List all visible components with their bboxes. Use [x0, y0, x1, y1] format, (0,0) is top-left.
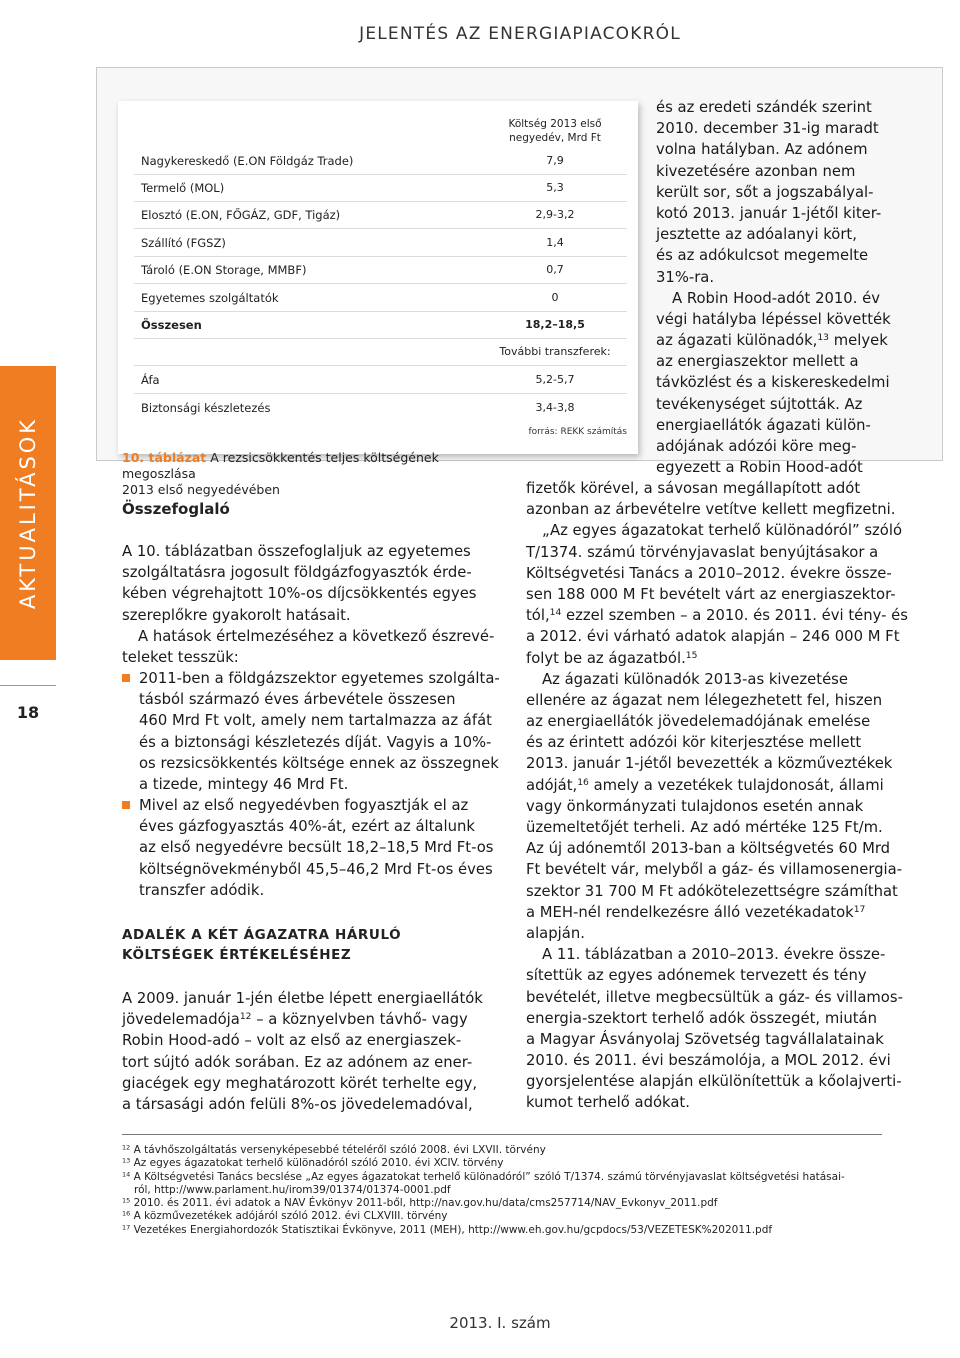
table-source: forrás: REKK számítás — [528, 427, 627, 437]
table-row-value: 7,9 — [546, 154, 564, 167]
left-paragraph-2: A 2009. január 1-jén életbe lépett energiaellátók jövedelemadója$^{12}$ – a köznyelvben távhő- vagy Robin Hood-adó – volt az első az energiaszek- tort sújtó adók sorában. Ez az adónem az ener- giacégek egy meghatározott körét terhelte egy, a társasági adón felüli 8%-os jövedelemadóval, — [122, 990, 483, 1113]
table-row-value: 3,4-3,8 — [535, 401, 575, 414]
left-intro: A 10. táblázatban összefoglaljuk az egyetemes szolgáltatásra jogosult földgázfogyasztók érde- kében végrehajtott 10%-os díjcsökkentés egyes szereplőkre gyakorolt hatásait. A hatások értelmezéséhez a következő észrevé- teleket tesszük: — [122, 543, 495, 666]
table-row-divider — [134, 201, 627, 202]
footnote: $^{17}$ Vezetékes Energiahordozók Statisztikai Évkönyve, 2011 (MEH), http://www.eh.gov.hu/gcpdocs/53/VEZETESK%202011.pdf — [122, 1223, 773, 1236]
page-number: 18 — [16, 703, 40, 722]
table-subheader: További transzferek: — [499, 345, 611, 358]
table-row-divider — [134, 393, 627, 394]
table-row-label: Egyetemes szolgáltatók — [141, 291, 279, 305]
table-row-label: Tároló (E.ON Storage, MMBF) — [141, 263, 307, 277]
footnote-continuation: ról, http://www.parlament.hu/irom39/01374/01374-0001.pdf — [134, 1183, 451, 1196]
bullet-marker — [122, 801, 130, 809]
table-total-value: 18,2–18,5 — [525, 318, 585, 331]
bullet-marker — [122, 674, 130, 682]
table-row-label: Termelő (MOL) — [141, 181, 225, 195]
table-row-label: Biztonsági készletezés — [141, 401, 271, 415]
sidebar-divider — [0, 685, 56, 686]
table-caption-number: 10. táblázat — [122, 450, 207, 465]
footnote: $^{13}$ Az egyes ágazatokat terhelő különadóról szóló 2010. évi XCIV. törvény — [122, 1156, 504, 1170]
section-heading-2: ADALÉK A KÉT ÁGAZATRA HÁRULÓ KÖLTSÉGEK ÉRTÉKELÉSÉHEZ — [122, 927, 402, 963]
table-row-divider — [134, 283, 627, 284]
footnote: $^{14}$ A Költségvetési Tanács becslése „Az egyes ágazatokat terhelő különadóról” szóló T/1374. számú törvényjavaslat költségvetési hatásai- — [122, 1170, 845, 1183]
table-row-value: 2,9-3,2 — [535, 208, 575, 221]
table-row-label: Elosztó (E.ON, FŐGÁZ, GDF, Tigáz) — [141, 208, 341, 222]
table-row-value: 0 — [551, 291, 559, 304]
bullet-item: 2011-ben a földgázszektor egyetemes szolgálta- tásból származó éves árbevétele összesen 460 Mrd Ft volt, amely nem tartalmazza az áfát és a biztonsági készletezés díját. Vagyis a 10%- os rezsicsökkentés költsége ennek az összegnek a tizede, mintegy 46 Mrd Ft. — [122, 668, 500, 795]
footnote: $^{12}$ A távhőszolgáltatás versenyképesebbé tételéről szóló 2008. évi LXVII. törvény — [122, 1143, 546, 1156]
footnotes — [122, 1144, 845, 1237]
table-row-value: 1,4 — [546, 236, 564, 249]
table-row-label: Szállító (FGSZ) — [141, 236, 226, 250]
table-row-divider — [134, 228, 627, 229]
section-tab — [0, 366, 56, 660]
table-total-label: Összesen — [141, 318, 202, 332]
table-caption: 10. táblázat A rezsicsökkentés teljes költségének megoszlása 2013 első negyedévében — [122, 450, 439, 497]
right-column-bottom: fizetők körével, a sávosan megállapított adót azonban az árbevételre vetítve kellett megfizetni. „Az egyes ágazatokat terhelő különadóról” szóló T/1374. számú törvényjavaslat benyújtásakor a Költségvetési Tanács a 2010–2012. évekre össze- sen 188 000 M Ft bevételt várt az energiaszektor- tól,$^{14}$ ezzel szemben – a 2010. és 2011. évi tény- és a 2012. évi várható adatok alapján – 246 000 M Ft folyt be az ágazatból.$^{15}$ Az ágazati különadók 2013-as kivezetése ellenére az ágazat nem lélegezhetett fel, hiszen az energiaellátók jövedelemadójának emelése és az érintett adózói kör kiterjesztése mellett 2013. január 1-jétől bevezették a közműveztékek adóját,$^{16}$ amely a vezetékek tulajdonosát, állami vagy önkormányzati tulajdonos esetén annak üzemeltetőjét terheli. Az adó mértéke 125 Ft/m. Az új adónemtől 2013-ban a költségvetés 60 Mrd Ft bevételt vár, melyből a gáz- és villamosenergia- szektor 31 700 M Ft adókötelezettségre számíthat a MEH-nél rendelkezésre álló vezetékadatok$^{17}$ alapján. A 11. táblázatban a 2010–2013. évekre össze- sítettük az egyes adónemek tervezett és tény bevételét, illetve megbecsültük a gáz- és villamos- energia-szektort terhelő adók összegét, miután a Magyar Ásványolaj Szövetség tagvállalatainak 2010. és 2011. évi beszámolója, a MOL 2012. évi gyorsjelentése alapján elkülönítettük a kőolajverti- kumot terhelő adókat. — [526, 480, 908, 1112]
table-row-divider — [134, 256, 627, 257]
section-heading: Összefoglaló — [122, 500, 230, 518]
header-title: JELENTÉS AZ ENERGIAPIACOKRÓL — [359, 24, 681, 44]
table-row-divider — [134, 338, 627, 339]
table-row-divider — [134, 174, 627, 175]
table-row-label: Áfa — [141, 373, 160, 387]
bullet-item: Mivel az első negyedévben fogyasztják el az éves gázfogyasztás 40%-át, ezért az általunk az első negyedévre becsült 18,2–18,5 Mrd Ft-os költségnövekményből 45,5–46,2 Mrd Ft-os éves transzfer adódik. — [122, 795, 493, 901]
table-column-header: Költség 2013 első negyedév, Mrd Ft — [508, 118, 602, 144]
section-label: AKTUALITÁSOK — [16, 416, 40, 610]
footnote-divider — [122, 1134, 882, 1135]
footnote: $^{15}$ 2010. és 2011. évi adatok a NAV Évkönyv 2011-ből, http://nav.gov.hu/data/cms257714/NAV_Evkonyv_2011.pdf — [122, 1196, 718, 1210]
table-row-value: 5,2-5,7 — [535, 373, 575, 386]
issue-label: 2013. I. szám — [449, 1314, 551, 1332]
right-column-top: és az eredeti szándék szerint 2010. december 31-ig maradt volna hatályban. Az adónem kivezetésére azonban nem került sor, sőt a jogszabályal- kotó 2013. január 1-jétől kiter- jesztette az adóalanyi kört, és az adókulcsot megemelte 31%-ra. A Robin Hood-adót 2010. év végi hatályba lépéssel követték az ágazati különadók,$^{13}$ melyek az energiaszektor mellett a távközlést és a kiskereskedelmi tevékenységet sújtották. Az energiaellátók ágazati külön- adójának adózói köre meg- egyezett a Robin Hood-adót — [656, 99, 891, 477]
table-row-divider — [134, 365, 627, 366]
table-row-value: 0,7 — [546, 263, 564, 276]
table-row-value: 5,3 — [546, 181, 564, 194]
table-row-divider — [134, 311, 627, 312]
table-row-label: Nagykereskedő (E.ON Földgáz Trade) — [141, 154, 354, 168]
footnote: $^{16}$ A közművezetékek adójáról szóló 2012. évi CLXVIII. törvény — [122, 1209, 448, 1223]
